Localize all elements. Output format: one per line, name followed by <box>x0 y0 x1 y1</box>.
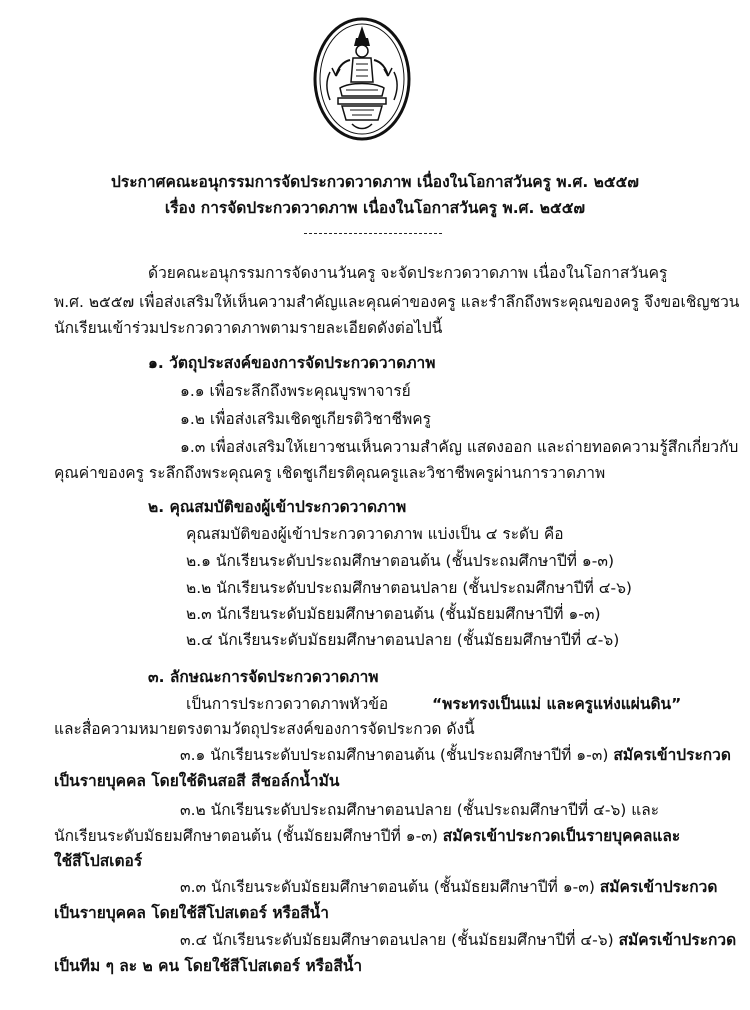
list-item-continuation <box>54 826 680 846</box>
list-item <box>180 930 736 950</box>
list-item: ๒.๑ นักเรียนระดับประถมศึกษาตอนต้น (ชั้นประถมศึกษาปีที่ ๑-๓) <box>186 552 614 570</box>
announcement-title: ประกาศคณะอนุกรรมการจัดประกวดวาดภาพ เนื่องในโอกาสวันครู พ.ศ. ๒๕๕๗ <box>111 173 639 191</box>
list-item: ๑.๒ เพื่อส่งเสริมเชิดชูเกียรติวิชาชีพครู <box>180 410 431 428</box>
list-item-continuation: เป็นรายบุคคล โดยใช้สีโปสเตอร์ หรือสีน้ำ <box>54 904 329 922</box>
title-divider <box>304 233 442 234</box>
list-item: ๑.๓ เพื่อส่งเสริมให้เยาวชนเห็นความสำคัญ แสดงออก และถ่ายทอดความรู้สึกเกี่ยวกับ <box>180 438 739 456</box>
section3-heading: ๓. ลักษณะการจัดประกวดวาดภาพ <box>148 668 379 686</box>
item-emphasis: สมัครเข้าประกวดเป็นรายบุคคลและ <box>442 827 681 845</box>
item-text: ๓.๑ นักเรียนระดับประถมศึกษาตอนต้น (ชั้นประถมศึกษาปีที่ ๑-๓) <box>180 746 614 764</box>
announcement-subject: เรื่อง การจัดประกวดวาดภาพ เนื่องในโอกาสวันครู พ.ศ. ๒๕๕๗ <box>164 199 586 217</box>
section1-heading: ๑. วัตถุประสงค์ของการจัดประกวดวาดภาพ <box>148 354 436 372</box>
item-text: ๓.๔ นักเรียนระดับมัธยมศึกษาตอนปลาย (ชั้นมัธยมศึกษาปีที่ ๔-๖) <box>180 931 619 949</box>
intro-line: ด้วยคณะอนุกรรมการจัดงานวันครู จะจัดประกวดวาดภาพ เนื่องในโอกาสวันครู <box>148 264 668 282</box>
list-item: ๒.๒ นักเรียนระดับประถมศึกษาตอนปลาย (ชั้นประถมศึกษาปีที่ ๔-๖) <box>186 579 632 597</box>
intro-line: นักเรียนเข้าร่วมประกวดวาดภาพตามรายละเอียดดังต่อไปนี้ <box>54 319 443 337</box>
list-item: ๒.๔ นักเรียนระดับมัธยมศึกษาตอนปลาย (ชั้นมัธยมศึกษาปีที่ ๔-๖) <box>186 631 620 649</box>
list-item-continuation: เป็นรายบุคคล โดยใช้ดินสอสี สีชอล์กน้ำมัน <box>54 772 340 790</box>
kurusapha-seal-logo <box>312 16 412 142</box>
item-emphasis: สมัครเข้าประกวด <box>618 931 737 949</box>
section3-intro: เป็นการประกวดวาดภาพหัวข้อ <box>186 695 389 713</box>
list-item-continuation: เป็นทีม ๆ ละ ๒ คน โดยใช้สีโปสเตอร์ หรือสีน้ำ <box>54 957 363 975</box>
list-item <box>180 877 717 897</box>
item-text: ๓.๓ นักเรียนระดับมัธยมศึกษาตอนต้น (ชั้นมัธยมศึกษาปีที่ ๑-๓) <box>180 878 600 896</box>
intro-line: พ.ศ. ๒๕๕๗ เพื่อส่งเสริมให้เห็นความสำคัญและคุณค่าของครู และรำลึกถึงพระคุณของครู จึงขอเชิญชวน <box>54 293 740 311</box>
list-item <box>180 745 731 765</box>
list-item-continuation: คุณค่าของครู ระลึกถึงพระคุณครู เชิดชูเกียรติคุณครูและวิชาชีพครูผ่านการวาดภาพ <box>54 464 606 482</box>
section3-intro-continuation: และสื่อความหมายตรงตามวัตถุประสงค์ของการจัดประกวด ดังนี้ <box>54 720 475 738</box>
list-item: ๑.๑ เพื่อระลึกถึงพระคุณบูรพาจารย์ <box>180 382 411 400</box>
list-item: ๓.๒ นักเรียนระดับประถมศึกษาตอนปลาย (ชั้นประถมศึกษาปีที่ ๔-๖) และ <box>180 801 660 819</box>
item-emphasis: สมัครเข้าประกวด <box>599 878 718 896</box>
section2-heading: ๒. คุณสมบัติของผู้เข้าประกวดวาดภาพ <box>148 498 407 516</box>
contest-theme: “พระทรงเป็นแม่ และครูแห่งแผ่นดิน” <box>432 695 682 713</box>
item-text: นักเรียนระดับมัธยมศึกษาตอนต้น (ชั้นมัธยมศึกษาปีที่ ๑-๓) <box>54 827 443 845</box>
section2-intro: คุณสมบัติของผู้เข้าประกวดวาดภาพ แบ่งเป็น ๔ ระดับ คือ <box>186 525 564 543</box>
item-emphasis: สมัครเข้าประกวด <box>613 746 731 764</box>
list-item: ๒.๓ นักเรียนระดับมัธยมศึกษาตอนต้น (ชั้นมัธยมศึกษาปีที่ ๑-๓) <box>186 605 601 623</box>
list-item-continuation: ใช้สีโปสเตอร์ <box>54 852 143 870</box>
